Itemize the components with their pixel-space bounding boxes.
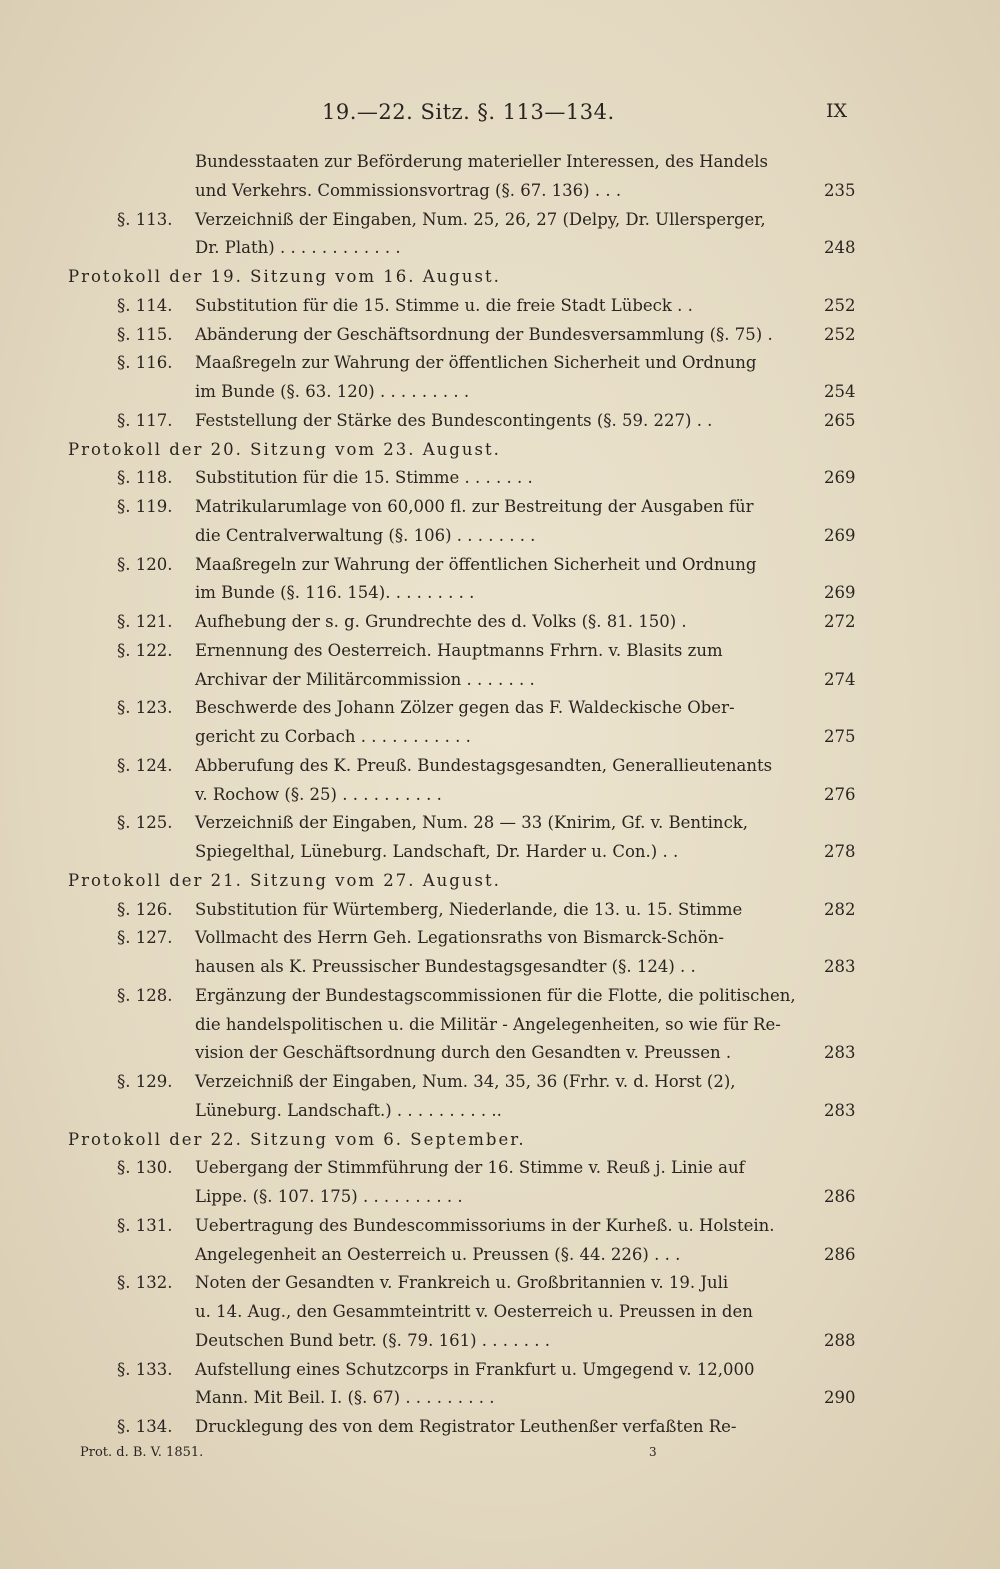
entry-text: Abänderung der Geschäftsordnung der Bundesversammlung (§. 75) . (195, 324, 773, 344)
entry-text: Drucklegung des von dem Registrator Leuthenßer verfaßten Re- (195, 1417, 737, 1436)
entry-text: Aufstellung eines Schutzcorps in Frankfurt u. Umgegend v. 12,000 (195, 1359, 755, 1379)
toc-line (0, 349, 1000, 378)
toc-line (0, 234, 1000, 263)
paragraph-number: §. 116. (117, 353, 173, 373)
entry-text: Archivar der Militärcommission . . . . . . . (195, 669, 535, 689)
entry-page-number: 283 (824, 957, 856, 976)
toc-line (0, 723, 1000, 752)
toc-line (0, 407, 1000, 436)
toc-line (0, 464, 1000, 493)
toc-line (0, 1269, 1000, 1298)
entry-text: Substitution für die 15. Stimme . . . . . . . (195, 468, 533, 488)
entry-text: Bundesstaaten zur Beförderung materieller Interessen, des Handels (195, 152, 768, 171)
entry-text: und Verkehrs. Commissionsvortrag (§. 67. 136) . . . (195, 180, 622, 200)
toc-line (0, 378, 1000, 407)
entry-text: die Centralverwaltung (§. 106) . . . . . . . . (195, 525, 536, 545)
paragraph-number: §. 120. (117, 554, 173, 574)
entry-text: Substitution für die 15. Stimme u. die freie Stadt Lübeck . . (195, 295, 693, 315)
entry-page-number: 248 (824, 238, 856, 258)
paragraph-number: §. 121. (117, 612, 173, 631)
entry-text: Substitution für Würtemberg, Niederlande, die 13. u. 15. Stimme (195, 899, 743, 919)
toc-line (0, 694, 1000, 723)
entry-text: Feststellung der Stärke des Bundescontingents (§. 59. 227) . . (195, 410, 713, 430)
header-title: 19.—22. Sitz. §. 113—134. (322, 100, 615, 124)
toc-line (0, 666, 1000, 695)
toc-line (0, 321, 1000, 350)
entry-text: Abberufung des K. Preuß. Bundestagsgesandten, Generallieutenants (195, 755, 773, 775)
toc-line (0, 551, 1000, 580)
protocol-heading (0, 867, 1000, 896)
entry-text: Verzeichniß der Eingaben, Num. 28 — 33 (Knirim, Gf. v. Bentinck, (195, 813, 749, 833)
entry-text: Ernennung des Oesterreich. Hauptmanns Frhrn. v. Blasits zum (195, 640, 723, 660)
toc-line (0, 206, 1000, 235)
entry-text: Spiegelthal, Lüneburg. Landschaft, Dr. Harder u. Con.) . . (195, 842, 679, 861)
paragraph-number: §. 126. (117, 899, 173, 919)
paragraph-number: §. 113. (117, 209, 173, 229)
toc-line (0, 1068, 1000, 1097)
toc-line (0, 838, 1000, 867)
entry-page-number: 274 (824, 669, 856, 689)
entry-page-number: 269 (824, 583, 856, 603)
entry-page-number: 269 (824, 468, 856, 488)
toc-line (0, 1413, 1000, 1442)
paragraph-number: §. 122. (117, 640, 173, 660)
entry-text: Verzeichniß der Eingaben, Num. 25, 26, 27 (Delpy, Dr. Ullersperger, (195, 209, 766, 229)
toc-line (0, 896, 1000, 925)
toc-line (0, 781, 1000, 810)
entry-text: im Bunde (§. 116. 154). . . . . . . . . (195, 583, 475, 603)
paragraph-number: §. 127. (117, 928, 173, 948)
entry-page-number: 265 (824, 410, 856, 430)
toc-line (0, 1039, 1000, 1068)
entry-page-number: 252 (824, 324, 856, 344)
toc-line (0, 924, 1000, 953)
entry-text: hausen als K. Preussischer Bundestagsgesandter (§. 124) . . (195, 957, 696, 976)
entry-page-number: 286 (824, 1244, 856, 1264)
paragraph-number: §. 114. (117, 295, 173, 315)
protocol-title: Protokoll der 20. Sitzung vom 23. August. (68, 439, 501, 459)
toc-line (0, 148, 1000, 177)
footer-reference: Prot. d. B. V. 1851. (80, 1445, 204, 1460)
toc-line (0, 493, 1000, 522)
entry-page-number: 235 (824, 180, 856, 200)
entry-text: Uebertragung des Bundescommissoriums in der Kurheß. u. Holstein. (195, 1215, 775, 1235)
entry-text: gericht zu Corbach . . . . . . . . . . . (195, 727, 471, 746)
entry-text: die handelspolitischen u. die Militär - Angelegenheiten, so wie für Re- (195, 1014, 781, 1034)
entry-text: im Bunde (§. 63. 120) . . . . . . . . . (195, 382, 470, 401)
signature-mark: 3 (649, 1445, 657, 1459)
toc-line (0, 1097, 1000, 1126)
toc-line (0, 982, 1000, 1011)
entry-page-number: 269 (824, 525, 856, 545)
entry-text: Mann. Mit Beil. I. (§. 67) . . . . . . . . . (195, 1388, 495, 1408)
paragraph-number: §. 133. (117, 1359, 173, 1379)
toc-line (0, 1356, 1000, 1385)
entry-page-number: 252 (824, 295, 856, 315)
paragraph-number: §. 132. (117, 1273, 173, 1293)
entry-text: Matrikularumlage von 60,000 fl. zur Bestreitung der Ausgaben für (195, 497, 754, 516)
entry-page-number: 254 (824, 382, 856, 401)
entry-text: Verzeichniß der Eingaben, Num. 34, 35, 36 (Frhr. v. d. Horst (2), (195, 1072, 736, 1091)
entry-text: Dr. Plath) . . . . . . . . . . . . (195, 238, 401, 258)
toc-line (0, 1011, 1000, 1040)
toc-line (0, 1327, 1000, 1356)
entry-page-number: 282 (824, 899, 856, 919)
toc-line (0, 292, 1000, 321)
entry-text: Maaßregeln zur Wahrung der öffentlichen Sicherheit und Ordnung (195, 554, 757, 574)
entry-text: Lippe. (§. 107. 175) . . . . . . . . . . (195, 1187, 463, 1206)
toc-line (0, 1212, 1000, 1241)
protocol-heading (0, 1126, 1000, 1155)
entry-text: Lüneburg. Landschaft.) . . . . . . . . . .. (195, 1100, 502, 1120)
paragraph-number: §. 119. (117, 497, 173, 516)
toc-line (0, 1298, 1000, 1327)
entry-text: Angelegenheit an Oesterreich u. Preussen (§. 44. 226) . . . (195, 1244, 681, 1264)
entry-text: v. Rochow (§. 25) . . . . . . . . . . (195, 784, 442, 804)
paragraph-number: §. 124. (117, 755, 173, 775)
toc-line (0, 809, 1000, 838)
toc-line (0, 177, 1000, 206)
toc-line (0, 637, 1000, 666)
toc-line (0, 953, 1000, 982)
entry-page-number: 283 (824, 1100, 856, 1120)
entry-text: Deutschen Bund betr. (§. 79. 161) . . . . . . . (195, 1330, 550, 1350)
toc-line (0, 579, 1000, 608)
entry-text: u. 14. Aug., den Gesammteintritt v. Oesterreich u. Preussen in den (195, 1302, 753, 1321)
entry-text: Ergänzung der Bundestagscommissionen für die Flotte, die politischen, (195, 985, 796, 1005)
paragraph-number: §. 130. (117, 1158, 173, 1178)
toc-line (0, 1384, 1000, 1413)
paragraph-number: §. 118. (117, 468, 173, 488)
toc-line (0, 522, 1000, 551)
entry-page-number: 286 (824, 1187, 856, 1206)
protocol-title: Protokoll der 21. Sitzung vom 27. August. (68, 870, 501, 890)
protocol-heading (0, 436, 1000, 465)
paragraph-number: §. 134. (117, 1417, 173, 1436)
toc-line (0, 752, 1000, 781)
paragraph-number: §. 115. (117, 324, 173, 344)
entry-page-number: 290 (824, 1388, 856, 1408)
entry-page-number: 288 (824, 1330, 856, 1350)
toc-line (0, 1183, 1000, 1212)
paragraph-number: §. 123. (117, 698, 173, 718)
table-of-contents (0, 148, 1000, 1442)
toc-line (0, 1241, 1000, 1270)
entry-text: vision der Geschäftsordnung durch den Gesandten v. Preussen . (195, 1043, 732, 1063)
entry-text: Noten der Gesandten v. Frankreich u. Großbritannien v. 19. Juli (195, 1273, 729, 1293)
protocol-heading (0, 263, 1000, 292)
toc-line (0, 1154, 1000, 1183)
entry-text: Vollmacht des Herrn Geh. Legationsraths von Bismarck-Schön- (195, 928, 724, 948)
entry-page-number: 283 (824, 1043, 856, 1063)
paragraph-number: §. 128. (117, 985, 173, 1005)
entry-page-number: 276 (824, 784, 856, 804)
protocol-title: Protokoll der 22. Sitzung vom 6. September. (68, 1129, 526, 1149)
entry-text: Aufhebung der s. g. Grundrechte des d. Volks (§. 81. 150) . (195, 612, 687, 631)
entry-page-number: 272 (824, 612, 856, 631)
page-footer (0, 1445, 1000, 1469)
toc-line (0, 608, 1000, 637)
paragraph-number: §. 117. (117, 410, 173, 430)
paragraph-number: §. 129. (117, 1072, 173, 1091)
entry-text: Maaßregeln zur Wahrung der öffentlichen Sicherheit und Ordnung (195, 353, 757, 373)
entry-page-number: 278 (824, 842, 856, 861)
paragraph-number: §. 125. (117, 813, 173, 833)
protocol-title: Protokoll der 19. Sitzung vom 16. August. (68, 267, 501, 286)
entry-text: Beschwerde des Johann Zölzer gegen das F. Waldeckische Ober- (195, 698, 735, 718)
paragraph-number: §. 131. (117, 1215, 173, 1235)
entry-text: Uebergang der Stimmführung der 16. Stimme v. Reuß j. Linie auf (195, 1158, 745, 1178)
running-header (0, 100, 1000, 136)
entry-page-number: 275 (824, 727, 856, 746)
page-number: IX (826, 100, 848, 122)
